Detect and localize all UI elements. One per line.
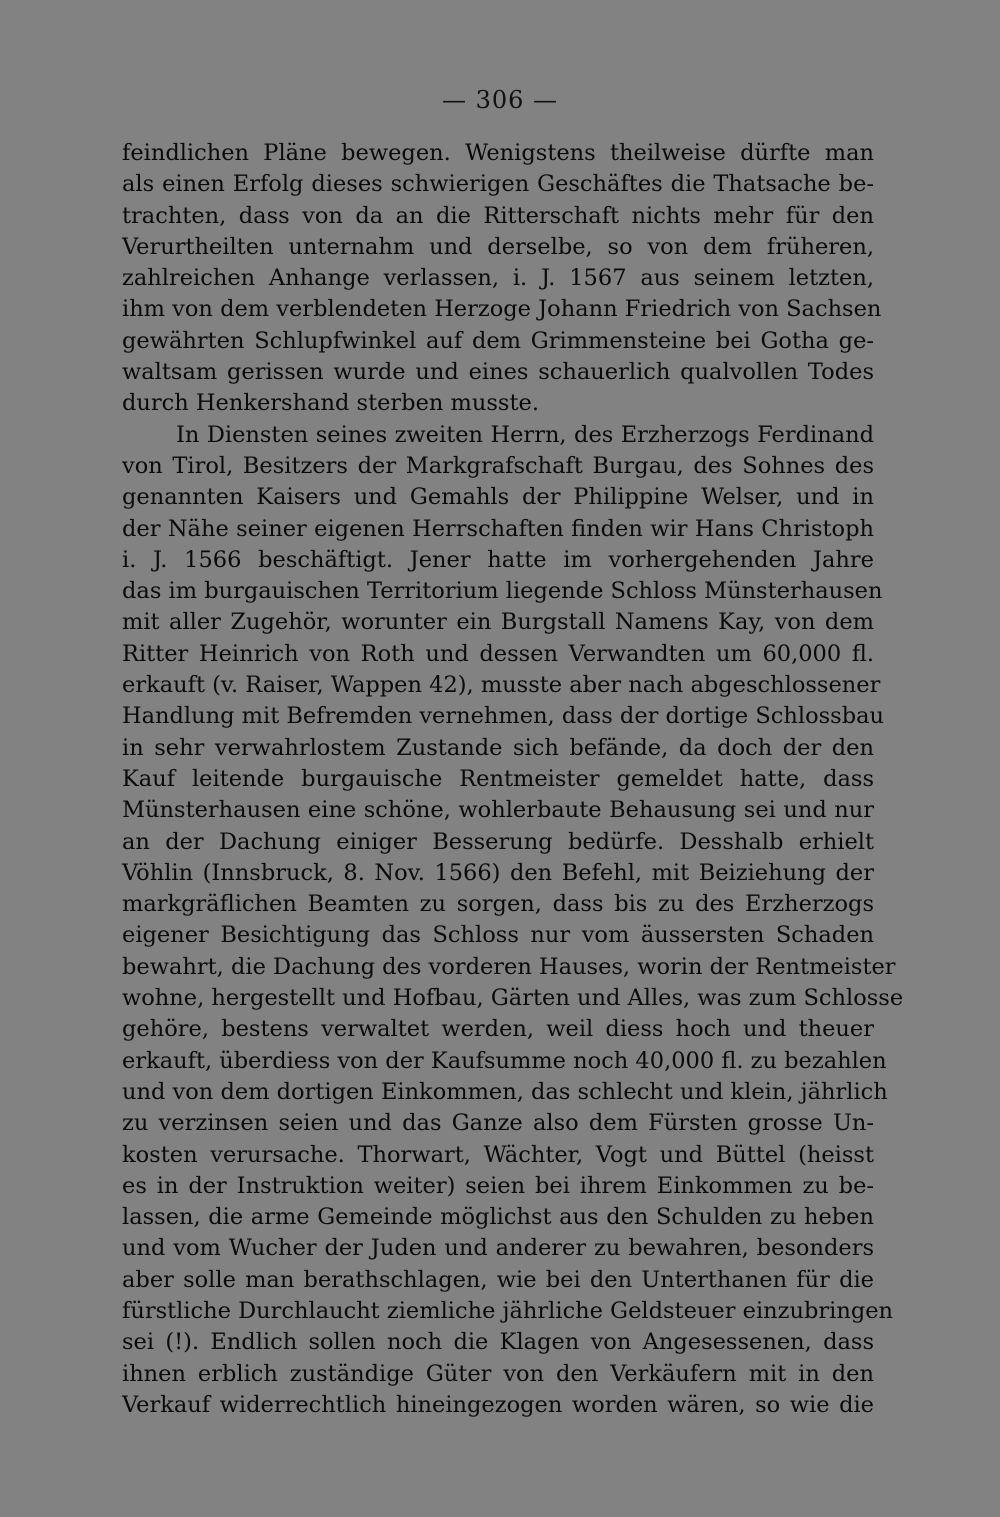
text-line: markgräflichen Beamten zu sorgen, dass bis zu des Erzherzogs <box>122 891 874 918</box>
text-line: wohne, hergestellt und Hofbau, Gärten und Alles, was zum Schlosse <box>122 985 904 1012</box>
text-line: das im burgauischen Territorium liegende Schloss Münsterhausen <box>122 578 883 605</box>
text-line: Handlung mit Befremden vernehmen, dass der dortige Schlossbau <box>122 703 885 730</box>
text-line: von Tirol, Besitzers der Markgrafschaft Burgau, des Sohnes des <box>122 452 874 479</box>
text-line: Verkauf widerrechtlich hineingezogen worden wären, so wie die <box>122 1391 874 1418</box>
text-line: und vom Wucher der Juden und anderer zu bewahren, besonders <box>122 1235 874 1262</box>
text-line: gehöre, bestens verwaltet werden, weil diess hoch und theuer <box>122 1016 874 1043</box>
text-line: Ritter Heinrich von Roth und dessen Verwandten um 60,000 fl. <box>122 640 874 667</box>
text-line: als einen Erfolg dieses schwierigen Geschäftes die Thatsache be- <box>122 171 874 198</box>
paragraph-start-line: In Diensten seines zweiten Herrn, des Erzherzogs Ferdinand <box>176 421 874 448</box>
text-line: i. J. 1566 beschäftigt. Jener hatte im vorhergehenden Jahre <box>122 546 874 573</box>
text-line: zu verzinsen seien und das Ganze also dem Fürsten grosse Un- <box>122 1110 874 1137</box>
text-line: es in der Instruktion weiter) seien bei ihrem Einkommen zu be- <box>122 1172 874 1199</box>
text-line: an der Dachung einiger Besserung bedürfe. Desshalb erhielt <box>122 828 874 855</box>
text-line: Verurtheilten unternahm und derselbe, so von dem früheren, <box>122 233 874 260</box>
text-line: in sehr verwahrlostem Zustande sich befände, da doch der den <box>122 734 874 761</box>
text-line: und von dem dortigen Einkommen, das schlecht und klein, jährlich <box>122 1078 888 1105</box>
text-line: lassen, die arme Gemeinde möglichst aus den Schulden zu heben <box>122 1204 874 1231</box>
text-line: ihm von dem verblendeten Herzoge Johann Friedrich von Sachsen <box>122 296 882 323</box>
text-line: erkauft (v. Raiser, Wappen 42), musste aber nach abgeschlossener <box>122 672 881 699</box>
text-line: zahlreichen Anhange verlassen, i. J. 1567 aus seinem letzten, <box>122 265 874 292</box>
text-line: durch Henkershand sterben musste. <box>122 390 539 417</box>
text-line: mit aller Zugehör, worunter ein Burgstall Namens Kay, von dem <box>122 609 874 636</box>
text-line: gewährten Schlupfwinkel auf dem Grimmensteine bei Gotha ge- <box>122 327 874 354</box>
text-line: bewahrt, die Dachung des vorderen Hauses, worin der Rentmeister <box>122 953 896 980</box>
text-line: Münsterhausen eine schöne, wohlerbaute Behausung sei und nur <box>122 797 874 824</box>
text-line: sei (!). Endlich sollen noch die Klagen von Angesessenen, dass <box>122 1329 874 1356</box>
text-line: der Nähe seiner eigenen Herrschaften finden wir Hans Christoph <box>122 515 874 542</box>
text-line: feindlichen Pläne bewegen. Wenigstens theilweise dürfte man <box>122 140 874 166</box>
text-line: kosten verursache. Thorwart, Wächter, Vogt und Büttel (heisst <box>122 1141 874 1168</box>
text-line: erkauft, überdiess von der Kaufsumme noch 40,000 fl. zu bezahlen <box>122 1047 887 1074</box>
text-line: Kauf leitende burgauische Rentmeister gemeldet hatte, dass <box>122 765 874 792</box>
text-line: Vöhlin (Innsbruck, 8. Nov. 1566) den Befehl, mit Beiziehung der <box>122 859 874 886</box>
text-line: ihnen erblich zuständige Güter von den Verkäufern mit in den <box>122 1360 874 1387</box>
body-text <box>122 138 904 1421</box>
page-number: — 306 — <box>441 86 559 114</box>
text-line: eigener Besichtigung das Schloss nur vom äussersten Schaden <box>122 922 874 949</box>
text-line: trachten, dass von da an die Ritterschaft nichts mehr für den <box>122 202 874 229</box>
text-line: aber solle man berathschlagen, wie bei den Unterthanen für die <box>122 1266 874 1293</box>
text-line: genannten Kaisers und Gemahls der Philippine Welser, und in <box>122 484 874 511</box>
text-line: fürstliche Durchlaucht ziemliche jährliche Geldsteuer einzubringen <box>122 1297 894 1324</box>
text-line: waltsam gerissen wurde und eines schauerlich qualvollen Todes <box>122 359 874 386</box>
